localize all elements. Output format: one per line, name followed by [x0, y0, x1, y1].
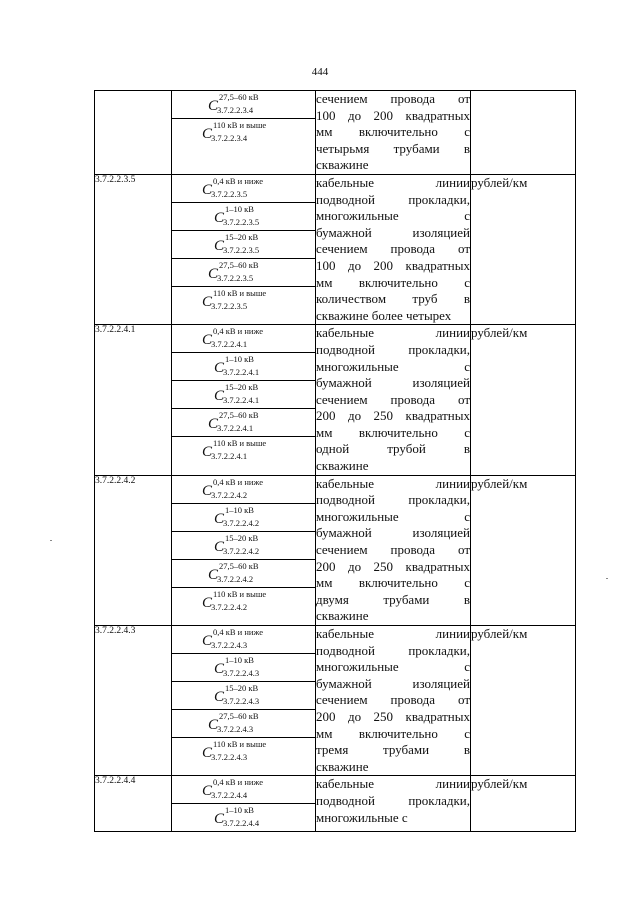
code-cell	[95, 91, 172, 175]
code-cell: 3.7.2.2.4.2	[95, 475, 172, 625]
formula-cell	[172, 325, 316, 475]
voltage-range: 1–10 кВ	[225, 805, 254, 816]
formula-symbol	[172, 287, 315, 314]
formula-index: 3.7.2.2.3.4	[217, 105, 254, 115]
table-row	[95, 174, 576, 324]
voltage-range: 1–10 кВ	[225, 655, 254, 665]
voltage-range: 27,5–60 кВ	[219, 560, 259, 571]
description-line: мм включительно с	[316, 725, 470, 741]
formula-symbol	[172, 381, 315, 409]
voltage-range: 15–20 кВ	[225, 532, 259, 543]
voltage-range: 27,5–60 кВ	[219, 410, 259, 421]
description-line: четырьмя трубами в	[316, 140, 470, 156]
unit-cell	[471, 91, 576, 175]
description-line: тремя трубами в	[316, 742, 470, 758]
description-line: кабельные линии	[316, 776, 470, 792]
description-line: многожильные с	[316, 809, 408, 825]
description-line: кабельные линии	[316, 475, 470, 491]
formula-index: 3.7.2.2.4.1	[223, 367, 260, 378]
formula-symbol	[172, 409, 315, 437]
formula-letter: C	[208, 416, 219, 433]
voltage-range: 1–10 кВ	[225, 504, 254, 515]
description-line: 100 до 200 квадратных	[316, 257, 470, 273]
formula-symbol	[172, 710, 315, 738]
formula-index: 3.7.2.2.4.1	[223, 395, 260, 406]
description-line: сечением провода от	[316, 542, 470, 558]
formula-letter: C	[202, 482, 213, 499]
formula-index: 3.7.2.2.4.1	[211, 339, 248, 350]
formula-index: 3.7.2.2.3.5	[217, 272, 254, 283]
description-line: подводной прокладки,	[316, 642, 470, 658]
description-line: бумажной изоляцией	[316, 525, 470, 541]
voltage-range: 0,4 кВ и ниже	[213, 175, 263, 186]
formula-list	[172, 325, 315, 464]
description-line: 200 до 250 квадратных	[316, 708, 470, 724]
description-line: мм включительно с	[316, 424, 470, 440]
voltage-range: 0,4 кВ и ниже	[213, 777, 263, 788]
voltage-range: 0,4 кВ и ниже	[213, 326, 263, 337]
formula-symbol	[172, 654, 315, 682]
formula-symbol	[172, 804, 315, 831]
formula-index: 3.7.2.2.4.3	[211, 640, 248, 650]
formula-index: 3.7.2.2.4.3	[223, 668, 260, 678]
voltage-range: 15–20 кВ	[225, 231, 259, 242]
description-cell	[316, 174, 471, 324]
description-line: скважине	[316, 758, 369, 774]
formula-index: 3.7.2.2.4.2	[223, 545, 260, 556]
description-line: мм включительно с	[316, 274, 470, 290]
voltage-range: 27,5–60 кВ	[219, 92, 259, 102]
description-line: мм включительно с	[316, 575, 470, 591]
description-line: бумажной изоляцией	[316, 375, 470, 391]
tariff-table	[94, 90, 576, 832]
formula-letter: C	[214, 209, 225, 226]
voltage-range: 27,5–60 кВ	[219, 711, 259, 721]
formula-letter: C	[214, 538, 225, 555]
description-line: 200 до 250 квадратных	[316, 558, 470, 574]
formula-letter: C	[202, 745, 213, 761]
formula-index: 3.7.2.2.4.2	[223, 517, 260, 528]
formula-list	[172, 175, 315, 314]
formula-index: 3.7.2.2.3.5	[223, 216, 260, 227]
voltage-range: 110 кВ и выше	[213, 120, 267, 130]
formula-symbol	[172, 588, 315, 615]
description-line: сечением провода от	[316, 241, 470, 257]
table-body	[95, 91, 576, 832]
formula-symbol	[172, 353, 315, 381]
description-line: сечением провода от	[316, 391, 470, 407]
formula-letter: C	[214, 360, 225, 377]
formula-cell	[172, 91, 316, 175]
description-line: многожильные с	[316, 508, 470, 524]
formula-symbol	[172, 91, 315, 119]
voltage-range: 15–20 кВ	[225, 683, 259, 693]
description-line: скважине	[316, 608, 369, 624]
formula-index: 3.7.2.2.3.5	[223, 244, 260, 255]
description-line: многожильные с	[316, 358, 470, 374]
formula-letter: C	[208, 566, 219, 583]
formula-letter: C	[202, 783, 213, 800]
description-line: скважине более четырех	[316, 307, 452, 323]
formula-index: 3.7.2.2.4.3	[211, 752, 248, 762]
voltage-range: 110 кВ и выше	[213, 438, 267, 449]
formula-letter: C	[208, 98, 219, 114]
description-line: скважине	[316, 458, 369, 474]
formula-symbol	[172, 738, 315, 765]
description-line: подводной прокладки,	[316, 341, 470, 357]
description-line: многожильные с	[316, 659, 470, 675]
formula-symbol	[172, 203, 315, 231]
code-cell: 3.7.2.2.3.5	[95, 174, 172, 324]
description-cell	[316, 325, 471, 475]
table-row	[95, 626, 576, 776]
formula-index: 3.7.2.2.3.5	[211, 188, 248, 199]
voltage-range: 1–10 кВ	[225, 203, 254, 214]
formula-index: 3.7.2.2.4.2	[211, 601, 248, 612]
formula-letter: C	[214, 811, 225, 828]
description-cell	[316, 475, 471, 625]
voltage-range: 1–10 кВ	[225, 354, 254, 365]
formula-letter: C	[202, 594, 213, 611]
formula-letter: C	[202, 633, 213, 649]
table-row	[95, 475, 576, 625]
formula-list	[172, 91, 315, 146]
formula-letter: C	[214, 237, 225, 254]
formula-letter: C	[214, 510, 225, 527]
formula-symbol	[172, 682, 315, 710]
unit-cell: рублей/км	[471, 325, 576, 475]
formula-cell	[172, 626, 316, 776]
formula-letter: C	[214, 689, 225, 705]
formula-symbol	[172, 175, 315, 203]
formula-index: 3.7.2.2.3.4	[211, 133, 248, 143]
formula-symbol	[172, 231, 315, 259]
table-row	[95, 325, 576, 475]
description-cell	[316, 776, 471, 832]
formula-letter: C	[202, 126, 213, 142]
formula-letter: C	[202, 293, 213, 310]
description-cell	[316, 91, 471, 175]
voltage-range: 0,4 кВ и ниже	[213, 476, 263, 487]
voltage-range: 0,4 кВ и ниже	[213, 627, 263, 637]
formula-symbol	[172, 437, 315, 464]
table-row	[95, 91, 576, 175]
description-line: одной трубой в	[316, 441, 470, 457]
formula-index: 3.7.2.2.4.3	[223, 696, 260, 706]
formula-letter: C	[208, 265, 219, 282]
formula-letter: C	[202, 332, 213, 349]
unit-cell: рублей/км	[471, 475, 576, 625]
formula-list	[172, 626, 315, 765]
description-line: бумажной изоляцией	[316, 224, 470, 240]
formula-index: 3.7.2.2.3.5	[211, 300, 248, 311]
voltage-range: 110 кВ и выше	[213, 588, 267, 599]
formula-index: 3.7.2.2.4.2	[217, 573, 254, 584]
description-line: кабельные линии	[316, 325, 470, 341]
formula-list	[172, 476, 315, 615]
scan-speck	[606, 578, 608, 579]
voltage-range: 110 кВ и выше	[213, 287, 267, 298]
description-line: многожильные с	[316, 208, 470, 224]
description-line: бумажной изоляцией	[316, 675, 470, 691]
description-line: подводной прокладки,	[316, 492, 470, 508]
formula-symbol	[172, 626, 315, 654]
description-cell	[316, 626, 471, 776]
formula-letter: C	[208, 717, 219, 733]
formula-letter: C	[202, 444, 213, 461]
unit-cell: рублей/км	[471, 626, 576, 776]
description-line: кабельные линии	[316, 174, 470, 190]
voltage-range: 27,5–60 кВ	[219, 259, 259, 270]
formula-index: 3.7.2.2.4.3	[217, 724, 254, 734]
formula-index: 3.7.2.2.4.1	[217, 423, 254, 434]
description-line: сечением провода от	[316, 692, 470, 708]
formula-cell	[172, 776, 316, 832]
formula-index: 3.7.2.2.4.4	[211, 790, 248, 801]
description-line: подводной прокладки,	[316, 792, 470, 808]
code-cell: 3.7.2.2.4.3	[95, 626, 172, 776]
formula-index: 3.7.2.2.4.4	[223, 818, 260, 829]
description-line: двумя трубами в	[316, 591, 470, 607]
description-line: сечением провода от	[316, 91, 470, 106]
scan-speck	[50, 540, 52, 541]
formula-index: 3.7.2.2.4.2	[211, 489, 248, 500]
unit-cell: рублей/км	[471, 174, 576, 324]
formula-cell	[172, 174, 316, 324]
formula-list	[172, 776, 315, 831]
formula-letter: C	[202, 181, 213, 198]
formula-symbol	[172, 325, 315, 353]
code-cell: 3.7.2.2.4.1	[95, 325, 172, 475]
description-line: мм включительно с	[316, 124, 470, 140]
description-line: подводной прокладки,	[316, 191, 470, 207]
formula-cell	[172, 475, 316, 625]
formula-symbol	[172, 776, 315, 804]
formula-symbol	[172, 259, 315, 287]
formula-symbol	[172, 119, 315, 146]
description-line: 100 до 200 квадратных	[316, 107, 470, 123]
voltage-range: 15–20 кВ	[225, 382, 259, 393]
formula-index: 3.7.2.2.4.1	[211, 451, 248, 462]
page-number: 444	[311, 66, 329, 78]
formula-symbol	[172, 560, 315, 588]
description-line: количеством труб в	[316, 291, 470, 307]
formula-symbol	[172, 504, 315, 532]
unit-cell: рублей/км	[471, 776, 576, 832]
formula-symbol	[172, 476, 315, 504]
code-cell: 3.7.2.2.4.4	[95, 776, 172, 832]
formula-symbol	[172, 532, 315, 560]
description-line: 200 до 250 квадратных	[316, 408, 470, 424]
description-line: скважине	[316, 157, 369, 173]
description-line: кабельные линии	[316, 626, 470, 641]
voltage-range: 110 кВ и выше	[213, 739, 267, 749]
table-row	[95, 776, 576, 832]
formula-letter: C	[214, 661, 225, 677]
formula-letter: C	[214, 388, 225, 405]
